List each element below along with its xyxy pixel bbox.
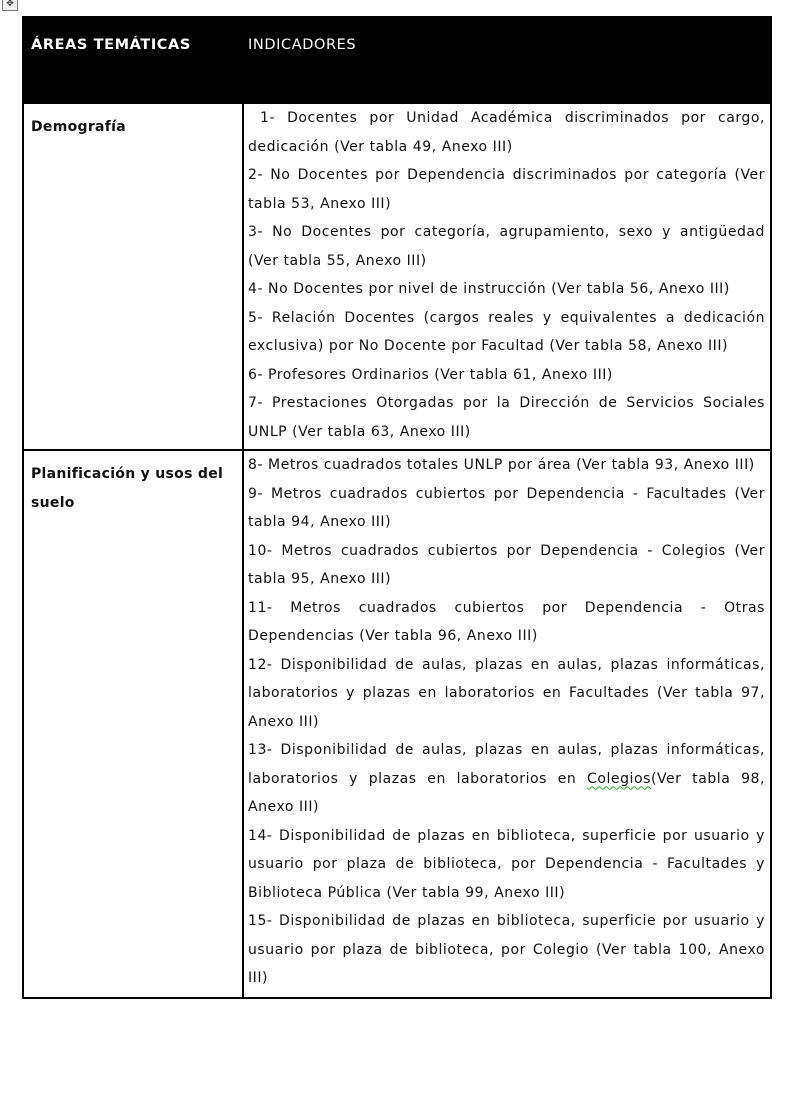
indicator-item: 3- No Docentes por categoría, agrupamiento, sexo y antigüedad (Ver tabla 55, Anexo III) [248, 224, 765, 269]
indicator-item: 7- Prestaciones Otorgadas por la Dirección de Servicios Sociales UNLP (Ver tabla 63, Anexo III) [248, 395, 765, 440]
indicator-item: 6- Profesores Ordinarios (Ver tabla 61, Anexo III) [248, 366, 613, 383]
indicator-item: 14- Disponibilidad de plazas en biblioteca, superficie por usuario y usuario por plaza de biblioteca, por Dependencia - Facultades y Biblioteca Pública (Ver tabla 99, Anexo III) [248, 827, 765, 901]
indicator-item: 4- No Docentes por nivel de instrucción (Ver tabla 56, Anexo III) [248, 281, 730, 297]
table-row-demografia [23, 103, 771, 450]
indicator-item: 15- Disponibilidad de plazas en biblioteca, superficie por usuario y usuario por plaza de biblioteca, por Colegio (Ver tabla 100, Anexo III) [248, 913, 765, 986]
table-row-planificacion [23, 450, 771, 998]
area-label-planificacion: Planificación y usos del suelo [31, 466, 224, 511]
indicators-cell-demografia [243, 103, 771, 450]
indicator-item: 1- Docentes por Unidad Académica discriminados por cargo, dedicación (Ver tabla 49, Anexo III) [248, 110, 771, 155]
indicator-item-13-tail: (Ver tabla 98, Anexo III) [248, 770, 765, 815]
themes-indicators-table [22, 16, 772, 999]
indicator-item: 2- No Docentes por Dependencia discriminados por categoría (Ver tabla 53, Anexo III) [248, 167, 765, 212]
header-areas-label: ÁREAS TEMÁTICAS [31, 37, 191, 53]
table-header-row [23, 17, 771, 103]
table-move-handle[interactable]: ✥ [2, 0, 18, 11]
indicator-item: 10- Metros cuadrados cubiertos por Dependencia - Colegios (Ver tabla 95, Anexo III) [248, 542, 765, 587]
header-indicadores-cell [243, 17, 771, 103]
indicators-cell-planificacion [243, 450, 771, 998]
indicator-item: 9- Metros cuadrados cubiertos por Dependencia - Facultades (Ver tabla 94, Anexo III) [248, 485, 765, 530]
header-indicadores-label: INDICADORES [248, 37, 357, 53]
indicator-item: 8- Metros cuadrados totales UNLP por área (Ver tabla 93, Anexo III) [248, 457, 755, 473]
indicator-item: 12- Disponibilidad de aulas, plazas en aulas, plazas informáticas, laboratorios y plazas en laboratorios en Facultades (Ver tabla 97, Anexo III) [248, 656, 765, 730]
area-cell-planificacion [23, 450, 243, 998]
indicator-item-13 [248, 736, 765, 822]
area-cell-demografia [23, 103, 243, 450]
indicator-item: 11- Metros cuadrados cubiertos por Dependencia - Otras Dependencias (Ver tabla 96, Anexo III) [248, 599, 765, 644]
header-areas-cell [23, 17, 243, 103]
spellcheck-flagged-word[interactable]: Colegios [587, 770, 651, 787]
area-label-demografia: Demografía [31, 119, 127, 135]
indicator-item-13-text: 13- Disponibilidad de aulas, plazas en aulas, plazas informáticas, laboratorios y plazas en laboratorios en [248, 742, 765, 787]
indicator-item: 5- Relación Docentes (cargos reales y equivalentes a dedicación exclusiva) por No Docente por Facultad (Ver tabla 58, Anexo III) [248, 309, 765, 354]
